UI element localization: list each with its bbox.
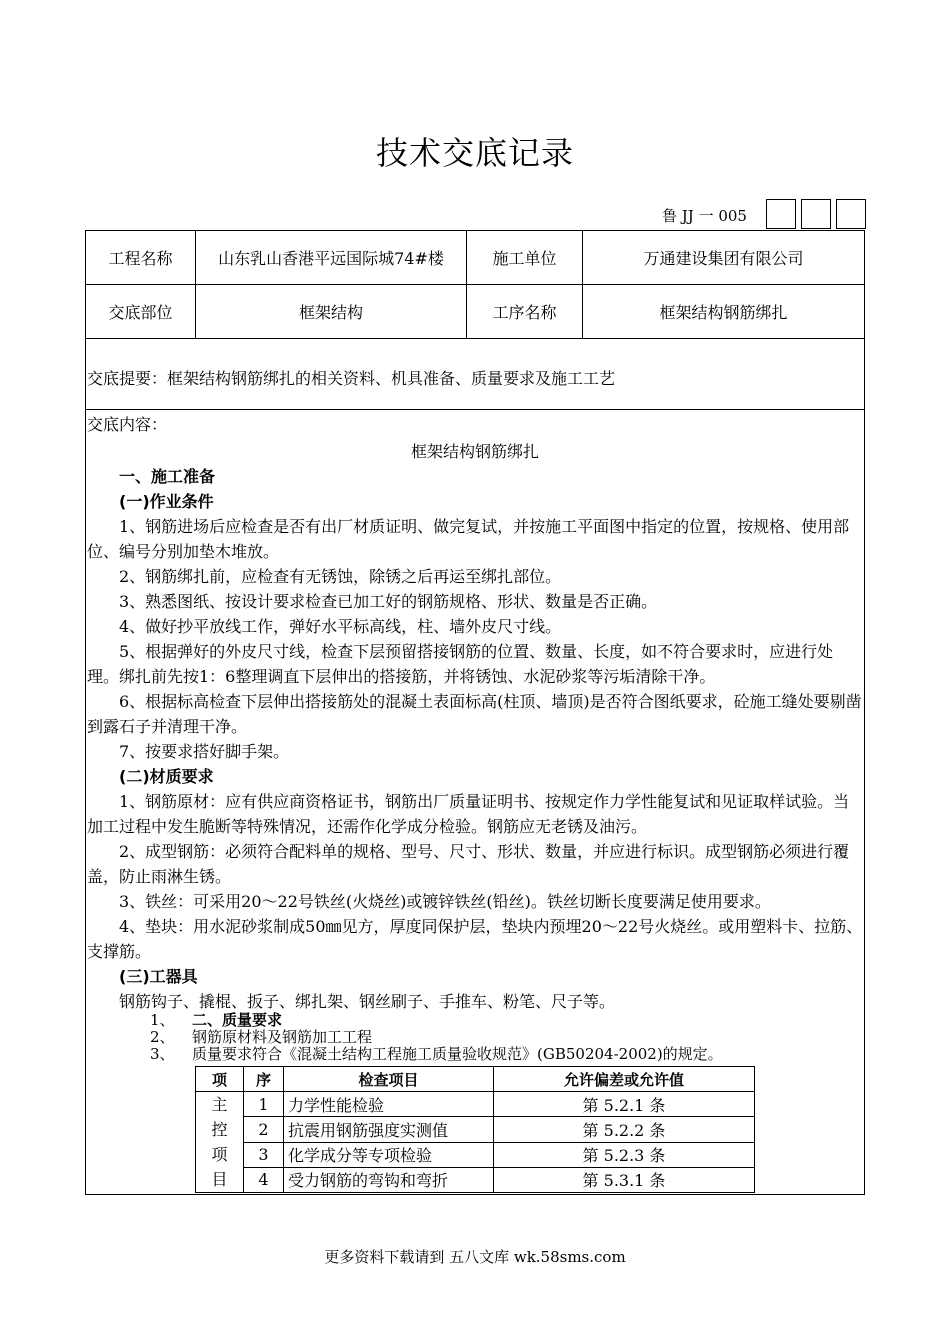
paragraph: 4、做好抄平放线工作，弹好水平标高线，柱、墙外皮尺寸线。	[119, 617, 562, 636]
table-cell: 力学性能检验	[284, 1092, 494, 1117]
process-value: 框架结构钢筋绑扎	[659, 303, 788, 322]
table-cell: 抗震用钢筋强度实测值	[284, 1117, 494, 1142]
list-text: 钢筋原材料及钢筋加工工程	[192, 1028, 373, 1046]
page-title: 技术交底记录	[375, 134, 574, 172]
table-header: 允许偏差或允许值	[494, 1067, 755, 1092]
group-char: 项	[211, 1145, 228, 1164]
paragraph: 6、根据标高检查下层伸出搭接筋处的混凝土表面标高(柱顶、墙顶)是否符合图纸要求，砼施工缝处要剔凿到露石子并清理干净。	[87, 692, 862, 736]
table-header: 检查项目	[284, 1067, 494, 1092]
quality-table	[195, 1066, 755, 1193]
numbered-list	[150, 1012, 723, 1063]
list-number: 1、	[150, 1011, 175, 1029]
group-char: 目	[211, 1170, 228, 1189]
table-cell: 第 5.2.3 条	[494, 1142, 755, 1167]
group-char: 主	[211, 1095, 228, 1114]
table-cell: 第 5.2.1 条	[494, 1092, 755, 1117]
table-cell: 第 5.2.2 条	[494, 1117, 755, 1142]
list-item	[150, 1046, 723, 1063]
table-row	[196, 1167, 755, 1192]
subsection-heading: (三)工器具	[119, 967, 198, 986]
paragraph: 5、根据弹好的外皮尺寸线，检查下层预留搭接钢筋的位置、数量、长度，如不符合要求时，应进行处理。绑扎前先按1：6整理调直下层伸出的搭接筋，并将锈蚀、水泥砂浆等污垢清除干净。	[87, 642, 834, 686]
paragraph: 7、按要求搭好脚手架。	[119, 742, 290, 761]
subsection-heading: (二)材质要求	[119, 767, 214, 786]
list-text: 质量要求符合《混凝土结构工程施工质量验收规范》(GB50204-2002)的规定。	[192, 1045, 723, 1063]
content-section	[87, 412, 863, 1014]
table-cell: 4	[244, 1167, 284, 1192]
table-cell: 第 5.3.1 条	[494, 1167, 755, 1192]
paragraph: 钢筋钩子、撬棍、扳子、绑扎架、钢丝刷子、手推车、粉笔、尺子等。	[119, 992, 616, 1011]
table-cell: 化学成分等专项检验	[284, 1142, 494, 1167]
list-number: 3、	[150, 1045, 175, 1063]
paragraph: 2、钢筋绑扎前，应检查有无锈蚀，除锈之后再运至绑扎部位。	[119, 567, 562, 586]
document-number: 鲁 JJ 一 005	[662, 207, 747, 225]
group-char: 控	[211, 1120, 228, 1139]
paragraph: 1、钢筋原材：应有供应商资格证书，钢筋出厂质量证明书、按规定作力学性能复试和见证取样试验。当加工过程中发生脆断等特殊情况，还需作化学成分检验。钢筋应无老锈及油污。	[87, 792, 850, 836]
blank-box	[836, 199, 866, 229]
table-row	[196, 1142, 755, 1167]
table-cell: 1	[244, 1092, 284, 1117]
project-name-label: 工程名称	[108, 249, 173, 268]
paragraph: 4、垫块：用水泥砂浆制成50㎜见方，厚度同保护层，垫块内预埋20～22号火烧丝。或用塑料卡、拉筋、支撑筋。	[87, 917, 863, 961]
contractor-label: 施工单位	[492, 249, 557, 268]
table-header-row	[196, 1067, 755, 1092]
blank-box	[766, 199, 796, 229]
summary-text: 交底提要：框架结构钢筋绑扎的相关资料、机具准备、质量要求及施工工艺	[87, 369, 616, 388]
list-text: 二、质量要求	[192, 1011, 283, 1029]
table-cell: 3	[244, 1142, 284, 1167]
paragraph: 3、铁丝：可采用20～22号铁丝(火烧丝)或镀锌铁丝(铅丝)。铁丝切断长度要满足使用要求。	[119, 892, 771, 911]
part-label: 交底部位	[108, 303, 173, 322]
blank-box	[801, 199, 831, 229]
table-row	[196, 1092, 755, 1117]
list-number: 2、	[150, 1028, 175, 1046]
section-heading: 一、施工准备	[119, 467, 216, 486]
process-label: 工序名称	[492, 303, 557, 322]
group-cell	[196, 1092, 244, 1193]
table-cell: 2	[244, 1117, 284, 1142]
table-cell: 受力钢筋的弯钩和弯折	[284, 1167, 494, 1192]
content-heading: 框架结构钢筋绑扎	[410, 442, 539, 461]
table-header: 项	[196, 1067, 244, 1092]
paragraph: 2、成型钢筋：必须符合配料单的规格、型号、尺寸、形状、数量，并应进行标识。成型钢筋必须进行覆盖，防止雨淋生锈。	[87, 842, 850, 886]
list-item	[150, 1029, 723, 1046]
project-name-value: 山东乳山香港平远国际城74#楼	[218, 249, 444, 268]
contractor-value: 万通建设集团有限公司	[643, 249, 804, 268]
divider	[85, 409, 865, 410]
table-row	[196, 1117, 755, 1142]
divider	[85, 338, 865, 339]
list-item	[150, 1012, 723, 1029]
footer-text: 更多资料下载请到 五八文库 wk.58sms.com	[324, 1248, 626, 1266]
content-label: 交底内容：	[87, 415, 168, 434]
table-header: 序	[244, 1067, 284, 1092]
paragraph: 1、钢筋进场后应检查是否有出厂材质证明、做完复试，并按施工平面图中指定的位置，按规格、使用部位、编号分别加垫木堆放。	[87, 517, 850, 561]
part-value: 框架结构	[298, 303, 363, 322]
subsection-heading: (一)作业条件	[119, 492, 214, 511]
paragraph: 3、熟悉图纸、按设计要求检查已加工好的钢筋规格、形状、数量是否正确。	[119, 592, 658, 611]
